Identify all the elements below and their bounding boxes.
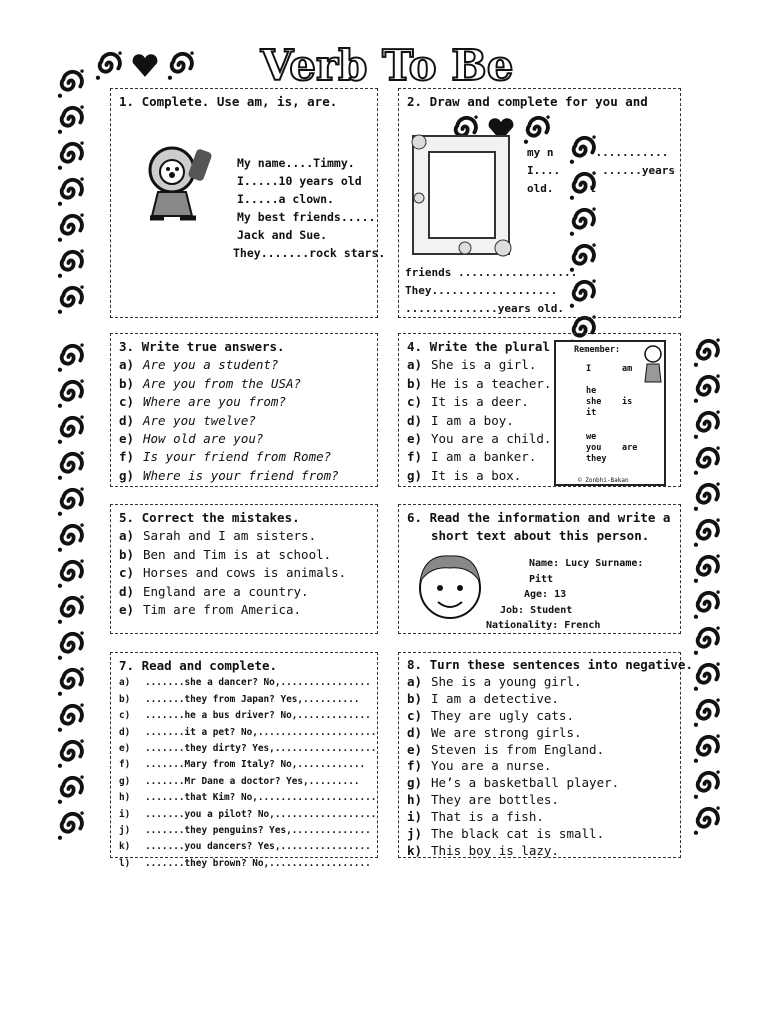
exercise-7-heading: 7. Read and complete. (119, 658, 278, 673)
exercise-3 (110, 333, 378, 487)
list-item: h) They are bottles. (407, 792, 559, 808)
remember-title: Remember: (574, 345, 621, 355)
line: They................... (405, 284, 558, 297)
list-item: b) .......they from Japan? Yes,.......... (119, 693, 360, 705)
list-item: a) She is a young girl. (407, 673, 582, 689)
swirl-icon (690, 731, 724, 765)
line: I.... (527, 164, 561, 177)
pronoun-it: it (586, 408, 597, 418)
pronoun-i: I (586, 364, 592, 374)
exercise-2-lines (527, 144, 675, 198)
swirl-icon (54, 412, 88, 446)
exercise-2-lines-bottom (405, 264, 577, 318)
swirl-icon (54, 592, 88, 626)
list-item: l) .......they brown? No,.................. (119, 857, 371, 869)
swirl-icon (690, 551, 724, 585)
flower-frame (405, 128, 517, 262)
swirl-icon (54, 628, 88, 662)
swirl-icon (164, 48, 198, 82)
swirl-icon (92, 48, 126, 82)
list-item: a) She is a girl. (407, 357, 537, 373)
exercise-2-heading: 2. Draw and complete for you and (407, 94, 648, 109)
list-item: c) .......he a bus driver? No,............. (119, 710, 371, 722)
list-item: f) .......Mary from Italy? No,............ (119, 759, 366, 771)
list-item: g) Where is your friend from? (119, 467, 339, 483)
swirl-icon (690, 587, 724, 621)
left-border-bottom (54, 340, 88, 842)
girl-face-picture (410, 548, 490, 622)
swirl-icon (54, 376, 88, 410)
list-item: b) Ben and Tim is at school. (119, 546, 332, 562)
list-item: j) .......they penguins? Yes,.............. (119, 825, 371, 837)
swirl-icon (690, 767, 724, 801)
list-item: c) They are ugly cats. (407, 707, 574, 723)
exercise-1-heading: 1. Complete. Use am, is, are. (119, 94, 338, 109)
line: old. (527, 182, 554, 195)
remember-card (554, 340, 666, 486)
list-item: e) Steven is from England. (407, 741, 605, 757)
swirl-icon (54, 66, 88, 100)
swirl-icon (690, 515, 724, 549)
swirl-icon (54, 246, 88, 280)
list-item: d) Are you twelve? (119, 412, 256, 428)
list-item: i) .......you a pilot? No,.................. (119, 808, 377, 820)
line: ......years (602, 164, 675, 177)
swirl-icon (54, 520, 88, 554)
page-title (222, 40, 552, 90)
list-item: g) .......Mr Dane a doctor? Yes,......... (119, 775, 360, 787)
swirl-icon (690, 443, 724, 477)
swirl-icon (54, 664, 88, 698)
swirl-icon (54, 484, 88, 518)
line: my n (527, 146, 554, 159)
line: I.....10 years old (237, 174, 362, 188)
exercise-8 (398, 652, 693, 858)
line: Jack and Sue. (237, 228, 328, 242)
pronoun-we: we (586, 432, 597, 442)
swirl-icon (54, 102, 88, 136)
info-surname: Pitt (529, 573, 554, 585)
swirl-icon (54, 808, 88, 842)
swirl-icon (54, 340, 88, 374)
list-item: d) I am a boy. (407, 412, 514, 428)
pronoun-you: you (586, 443, 602, 453)
list-item: i) That is a fish. (407, 809, 544, 825)
swirl-icon (54, 138, 88, 172)
line: friends .................. (405, 266, 578, 279)
list-item: d) England are a country. (119, 583, 309, 599)
list-item: a) .......she a dancer? No,................ (119, 677, 371, 689)
swirl-icon (54, 556, 88, 590)
swirl-icon (54, 174, 88, 208)
verb-are: are (622, 443, 638, 453)
list-item: k) This boy is lazy. (407, 842, 559, 858)
top-swirls-left (92, 48, 198, 82)
exercise-6-heading-2: short text about this person. (431, 528, 650, 544)
list-item: e) .......they dirty? Yes,.................. (119, 743, 377, 755)
list-item: j) The black cat is small. (407, 826, 605, 842)
swirl-icon (690, 803, 724, 837)
list-item: c) Horses and cows is animals. (119, 565, 347, 581)
pronoun-he: he (586, 386, 597, 396)
line: My name....Timmy. (237, 156, 355, 170)
swirl-icon (690, 659, 724, 693)
swirl-icon (54, 700, 88, 734)
verb-am: am (622, 364, 633, 374)
list-item: e) Tim are from America. (119, 602, 302, 618)
swirl-icon (54, 448, 88, 482)
list-item: e) How old are you? (119, 431, 264, 447)
right-border (690, 335, 724, 837)
swirl-icon (54, 282, 88, 316)
list-item: c) Where are you from? (119, 394, 286, 410)
list-item: f) Is your friend from Rome? (119, 449, 332, 465)
credit-text: © Zonbhi-Bakan (578, 477, 629, 484)
list-item: a) Are you a student? (119, 357, 279, 373)
list-item: b) Are you from the USA? (119, 375, 302, 391)
exercise-5-heading: 5. Correct the mistakes. (119, 510, 300, 525)
exercise-5 (110, 504, 378, 634)
left-border-top (54, 66, 88, 316)
line: ..............years old. (405, 302, 564, 315)
info-nationality: Nationality: French (486, 620, 601, 631)
exercise-6-heading-1: 6. Read the information and write a (407, 510, 671, 525)
list-item: b) He is a teacher. (407, 375, 552, 391)
list-item: d) We are strong girls. (407, 724, 582, 740)
exercise-8-heading: 8. Turn these sentences into negative. (407, 657, 693, 672)
girl-icon (642, 344, 664, 384)
exercise-1-lines (233, 154, 385, 262)
list-item: k) .......you dancers? Yes,................ (119, 841, 371, 853)
line: My best friends..... (237, 210, 376, 224)
swirl-icon (690, 479, 724, 513)
exercise-4-heading: 4. Write the plural (407, 339, 550, 354)
swirl-icon (54, 736, 88, 770)
line: I.....a clown. (237, 192, 334, 206)
heart-icon (128, 48, 162, 82)
clown-picture (136, 136, 214, 224)
swirl-icon (690, 335, 724, 369)
swirl-icon (690, 695, 724, 729)
list-item: e) You are a child. (407, 431, 552, 447)
list-item: f) I am a banker. (407, 449, 537, 465)
line: They.......rock stars. (233, 246, 386, 260)
title-text: Verb To Be (260, 41, 514, 90)
swirl-icon (690, 623, 724, 657)
list-item: c) It is a deer. (407, 394, 529, 410)
swirl-icon (690, 407, 724, 441)
list-item: h) .......that Kim? No,..................... (119, 792, 377, 804)
list-item: b) I am a detective. (407, 690, 559, 706)
verb-is: is (622, 397, 633, 407)
list-item: d) .......it a pet? No,..................... (119, 726, 377, 738)
pronoun-she: she (586, 397, 602, 407)
line: t (589, 182, 597, 195)
exercise-7 (110, 652, 378, 869)
person-info (486, 556, 643, 634)
list-item: f) You are a nurse. (407, 758, 552, 774)
info-name: Name: Lucy Surname: (529, 558, 644, 569)
line: ........... (595, 146, 669, 159)
info-age: Age: 13 (524, 589, 567, 600)
pronoun-they: they (586, 454, 607, 464)
info-job: Job: Student (500, 604, 573, 616)
swirl-icon (690, 371, 724, 405)
swirl-icon (54, 210, 88, 244)
list-item: g) It is a box. (407, 467, 522, 483)
exercise-3-heading: 3. Write true answers. (119, 339, 285, 354)
swirl-icon (54, 772, 88, 806)
list-item: g) He’s a basketball player. (407, 775, 620, 791)
list-item: a) Sarah and I am sisters. (119, 528, 317, 544)
